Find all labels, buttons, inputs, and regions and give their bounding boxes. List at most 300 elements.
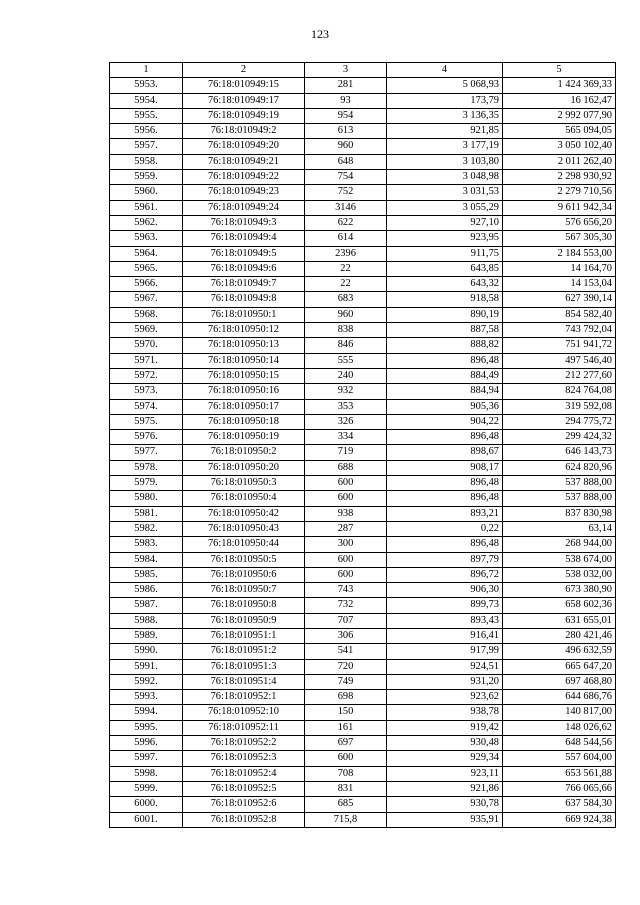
cadastral-number-cell: 76:18:010949:21 — [183, 154, 305, 169]
row-number-cell: 5995. — [110, 720, 183, 735]
row-number-cell: 5980. — [110, 491, 183, 506]
row-number-cell: 5970. — [110, 338, 183, 353]
specific-value-cell: 884,49 — [387, 368, 503, 383]
row-number-cell: 5955. — [110, 108, 183, 123]
table-row — [110, 476, 616, 491]
table-row — [110, 506, 616, 521]
cadastral-number-cell: 76:18:010949:7 — [183, 277, 305, 292]
cadastral-number-cell: 76:18:010950:19 — [183, 430, 305, 445]
row-number-cell: 5961. — [110, 200, 183, 215]
cadastral-number-cell: 76:18:010950:44 — [183, 537, 305, 552]
table-row — [110, 628, 616, 643]
table-row — [110, 338, 616, 353]
area-cell: 555 — [305, 353, 387, 368]
cadastral-number-cell: 76:18:010949:23 — [183, 185, 305, 200]
cadastral-value-cell: 538 032,00 — [503, 567, 616, 582]
cadastral-number-cell: 76:18:010949:5 — [183, 246, 305, 261]
specific-value-cell: 893,43 — [387, 613, 503, 628]
cadastral-value-cell: 294 775,72 — [503, 414, 616, 429]
specific-value-cell: 896,72 — [387, 567, 503, 582]
cadastral-value-cell: 63,14 — [503, 521, 616, 536]
specific-value-cell: 3 103,80 — [387, 154, 503, 169]
table-row — [110, 736, 616, 751]
cadastral-value-cell: 9 611 942,34 — [503, 200, 616, 215]
cadastral-value-cell: 637 584,30 — [503, 797, 616, 812]
specific-value-cell: 916,41 — [387, 628, 503, 643]
specific-value-cell: 923,62 — [387, 690, 503, 705]
row-number-cell: 5957. — [110, 139, 183, 154]
specific-value-cell: 887,58 — [387, 323, 503, 338]
cadastral-number-cell: 76:18:010951:1 — [183, 628, 305, 643]
row-number-cell: 5967. — [110, 292, 183, 307]
cadastral-value-cell: 697 468,80 — [503, 674, 616, 689]
row-number-cell: 6001. — [110, 812, 183, 827]
table-header — [110, 63, 616, 78]
area-cell: 306 — [305, 628, 387, 643]
area-cell: 300 — [305, 537, 387, 552]
table-row — [110, 812, 616, 827]
cadastral-number-cell: 76:18:010950:2 — [183, 445, 305, 460]
table-row — [110, 323, 616, 338]
cadastral-number-cell: 76:18:010951:3 — [183, 659, 305, 674]
cadastral-value-cell: 212 277,60 — [503, 368, 616, 383]
specific-value-cell: 896,48 — [387, 430, 503, 445]
area-cell: 353 — [305, 399, 387, 414]
row-number-cell: 5994. — [110, 705, 183, 720]
table-row — [110, 93, 616, 108]
cadastral-value-cell: 624 820,96 — [503, 460, 616, 475]
cadastral-value-cell: 557 604,00 — [503, 751, 616, 766]
column-number-row — [110, 63, 616, 78]
cadastral-value-cell: 16 162,47 — [503, 93, 616, 108]
specific-value-cell: 930,78 — [387, 797, 503, 812]
row-number-cell: 5979. — [110, 476, 183, 491]
cadastral-number-cell: 76:18:010950:15 — [183, 368, 305, 383]
row-number-cell: 5976. — [110, 430, 183, 445]
area-cell: 334 — [305, 430, 387, 445]
cadastral-number-cell: 76:18:010950:13 — [183, 338, 305, 353]
cadastral-value-cell: 319 592,08 — [503, 399, 616, 414]
cadastral-number-cell: 76:18:010949:15 — [183, 78, 305, 93]
row-number-cell: 5962. — [110, 215, 183, 230]
specific-value-cell: 905,36 — [387, 399, 503, 414]
specific-value-cell: 3 136,35 — [387, 108, 503, 123]
specific-value-cell: 890,19 — [387, 307, 503, 322]
specific-value-cell: 923,95 — [387, 231, 503, 246]
area-cell: 715,8 — [305, 812, 387, 827]
row-number-cell: 5988. — [110, 613, 183, 628]
area-cell: 600 — [305, 567, 387, 582]
row-number-cell: 5959. — [110, 170, 183, 185]
area-cell: 600 — [305, 491, 387, 506]
area-cell: 698 — [305, 690, 387, 705]
area-cell: 707 — [305, 613, 387, 628]
specific-value-cell: 931,20 — [387, 674, 503, 689]
cadastral-number-cell: 76:18:010951:4 — [183, 674, 305, 689]
area-cell: 743 — [305, 583, 387, 598]
row-number-cell: 5983. — [110, 537, 183, 552]
area-cell: 732 — [305, 598, 387, 613]
cadastral-value-cell: 751 941,72 — [503, 338, 616, 353]
cadastral-number-cell: 76:18:010952:4 — [183, 766, 305, 781]
table-row — [110, 231, 616, 246]
cadastral-value-cell: 280 421,46 — [503, 628, 616, 643]
cadastral-number-cell: 76:18:010950:17 — [183, 399, 305, 414]
row-number-cell: 5991. — [110, 659, 183, 674]
cadastral-value-cell: 2 011 262,40 — [503, 154, 616, 169]
area-cell: 622 — [305, 215, 387, 230]
area-cell: 614 — [305, 231, 387, 246]
area-cell: 600 — [305, 476, 387, 491]
area-cell: 708 — [305, 766, 387, 781]
table-row — [110, 200, 616, 215]
table-row — [110, 430, 616, 445]
row-number-cell: 5982. — [110, 521, 183, 536]
area-cell: 719 — [305, 445, 387, 460]
row-number-cell: 5986. — [110, 583, 183, 598]
row-number-cell: 5965. — [110, 261, 183, 276]
specific-value-cell: 906,30 — [387, 583, 503, 598]
specific-value-cell: 919,42 — [387, 720, 503, 735]
specific-value-cell: 935,91 — [387, 812, 503, 827]
cadastral-number-cell: 76:18:010950:16 — [183, 384, 305, 399]
cadastral-value-cell: 140 817,00 — [503, 705, 616, 720]
area-cell: 960 — [305, 307, 387, 322]
cadastral-value-cell: 646 143,73 — [503, 445, 616, 460]
cadastral-number-cell: 76:18:010949:24 — [183, 200, 305, 215]
specific-value-cell: 643,32 — [387, 277, 503, 292]
cadastral-value-table — [109, 62, 616, 828]
table-row — [110, 797, 616, 812]
cadastral-value-cell: 653 561,88 — [503, 766, 616, 781]
cadastral-number-cell: 76:18:010949:20 — [183, 139, 305, 154]
row-number-cell: 6000. — [110, 797, 183, 812]
area-cell: 688 — [305, 460, 387, 475]
area-cell: 683 — [305, 292, 387, 307]
cadastral-number-cell: 76:18:010950:43 — [183, 521, 305, 536]
area-cell: 93 — [305, 93, 387, 108]
area-cell: 600 — [305, 751, 387, 766]
specific-value-cell: 3 031,53 — [387, 185, 503, 200]
cadastral-value-cell: 14 153,04 — [503, 277, 616, 292]
column-header-5: 5 — [503, 63, 616, 78]
cadastral-value-cell: 496 632,59 — [503, 644, 616, 659]
area-cell: 22 — [305, 261, 387, 276]
cadastral-number-cell: 76:18:010949:19 — [183, 108, 305, 123]
table-row — [110, 399, 616, 414]
row-number-cell: 5987. — [110, 598, 183, 613]
cadastral-value-cell: 824 764,08 — [503, 384, 616, 399]
specific-value-cell: 896,48 — [387, 476, 503, 491]
row-number-cell: 5958. — [110, 154, 183, 169]
table-row — [110, 215, 616, 230]
area-cell: 541 — [305, 644, 387, 659]
cadastral-number-cell: 76:18:010950:5 — [183, 552, 305, 567]
specific-value-cell: 884,94 — [387, 384, 503, 399]
cadastral-value-cell: 537 888,00 — [503, 476, 616, 491]
row-number-cell: 5964. — [110, 246, 183, 261]
area-cell: 954 — [305, 108, 387, 123]
specific-value-cell: 929,34 — [387, 751, 503, 766]
specific-value-cell: 938,78 — [387, 705, 503, 720]
specific-value-cell: 930,48 — [387, 736, 503, 751]
row-number-cell: 5969. — [110, 323, 183, 338]
cadastral-value-cell: 665 647,20 — [503, 659, 616, 674]
cadastral-number-cell: 76:18:010949:22 — [183, 170, 305, 185]
cadastral-number-cell: 76:18:010949:4 — [183, 231, 305, 246]
area-cell: 150 — [305, 705, 387, 720]
specific-value-cell: 3 048,98 — [387, 170, 503, 185]
cadastral-value-cell: 673 380,90 — [503, 583, 616, 598]
cadastral-value-cell: 1 424 369,33 — [503, 78, 616, 93]
row-number-cell: 5998. — [110, 766, 183, 781]
cadastral-value-cell: 644 686,76 — [503, 690, 616, 705]
cadastral-number-cell: 76:18:010952:1 — [183, 690, 305, 705]
cadastral-number-cell: 76:18:010949:8 — [183, 292, 305, 307]
table-row — [110, 261, 616, 276]
cadastral-value-cell: 567 305,30 — [503, 231, 616, 246]
table-row — [110, 307, 616, 322]
table-row — [110, 277, 616, 292]
cadastral-number-cell: 76:18:010952:11 — [183, 720, 305, 735]
table-row — [110, 690, 616, 705]
column-header-3: 3 — [305, 63, 387, 78]
cadastral-value-cell: 538 674,00 — [503, 552, 616, 567]
table-row — [110, 781, 616, 796]
specific-value-cell: 5 068,93 — [387, 78, 503, 93]
row-number-cell: 5997. — [110, 751, 183, 766]
cadastral-value-cell: 837 830,98 — [503, 506, 616, 521]
table-row — [110, 368, 616, 383]
area-cell: 22 — [305, 277, 387, 292]
specific-value-cell: 923,11 — [387, 766, 503, 781]
cadastral-number-cell: 76:18:010949:6 — [183, 261, 305, 276]
cadastral-number-cell: 76:18:010952:5 — [183, 781, 305, 796]
row-number-cell: 5954. — [110, 93, 183, 108]
cadastral-number-cell: 76:18:010952:10 — [183, 705, 305, 720]
row-number-cell: 5973. — [110, 384, 183, 399]
cadastral-number-cell: 76:18:010950:8 — [183, 598, 305, 613]
table-row — [110, 246, 616, 261]
cadastral-value-cell: 2 279 710,56 — [503, 185, 616, 200]
table-row — [110, 292, 616, 307]
area-cell: 749 — [305, 674, 387, 689]
cadastral-value-cell: 631 655,01 — [503, 613, 616, 628]
row-number-cell: 5989. — [110, 628, 183, 643]
table-row — [110, 705, 616, 720]
table-row — [110, 613, 616, 628]
area-cell: 720 — [305, 659, 387, 674]
row-number-cell: 5996. — [110, 736, 183, 751]
table-row — [110, 384, 616, 399]
row-number-cell: 5974. — [110, 399, 183, 414]
page-number: 123 — [311, 27, 329, 41]
cadastral-value-cell: 299 424,32 — [503, 430, 616, 445]
table-row — [110, 567, 616, 582]
cadastral-value-cell: 565 094,05 — [503, 124, 616, 139]
table-row — [110, 598, 616, 613]
row-number-cell: 5953. — [110, 78, 183, 93]
area-cell: 287 — [305, 521, 387, 536]
specific-value-cell: 897,79 — [387, 552, 503, 567]
table-row — [110, 139, 616, 154]
cadastral-value-cell: 14 164,70 — [503, 261, 616, 276]
row-number-cell: 5985. — [110, 567, 183, 582]
cadastral-value-cell: 268 944,00 — [503, 537, 616, 552]
specific-value-cell: 896,48 — [387, 353, 503, 368]
cadastral-value-cell: 658 602,36 — [503, 598, 616, 613]
specific-value-cell: 3 055,29 — [387, 200, 503, 215]
table-row — [110, 124, 616, 139]
table-row — [110, 751, 616, 766]
table-row — [110, 491, 616, 506]
specific-value-cell: 918,58 — [387, 292, 503, 307]
row-number-cell: 5972. — [110, 368, 183, 383]
table-row — [110, 460, 616, 475]
table-row — [110, 644, 616, 659]
cadastral-number-cell: 76:18:010949:17 — [183, 93, 305, 108]
row-number-cell: 5960. — [110, 185, 183, 200]
cadastral-number-cell: 76:18:010952:8 — [183, 812, 305, 827]
area-cell: 754 — [305, 170, 387, 185]
specific-value-cell: 888,82 — [387, 338, 503, 353]
specific-value-cell: 3 177,19 — [387, 139, 503, 154]
row-number-cell: 5975. — [110, 414, 183, 429]
area-cell: 831 — [305, 781, 387, 796]
table-row — [110, 537, 616, 552]
cadastral-number-cell: 76:18:010950:42 — [183, 506, 305, 521]
specific-value-cell: 0,22 — [387, 521, 503, 536]
row-number-cell: 5966. — [110, 277, 183, 292]
specific-value-cell: 893,21 — [387, 506, 503, 521]
area-cell: 685 — [305, 797, 387, 812]
table-row — [110, 674, 616, 689]
cadastral-value-cell: 648 544,56 — [503, 736, 616, 751]
specific-value-cell: 917,99 — [387, 644, 503, 659]
row-number-cell: 5984. — [110, 552, 183, 567]
table-row — [110, 353, 616, 368]
specific-value-cell: 927,10 — [387, 215, 503, 230]
row-number-cell: 5981. — [110, 506, 183, 521]
area-cell: 281 — [305, 78, 387, 93]
table-row — [110, 583, 616, 598]
cadastral-value-cell: 3 050 102,40 — [503, 139, 616, 154]
area-cell: 838 — [305, 323, 387, 338]
cadastral-number-cell: 76:18:010950:12 — [183, 323, 305, 338]
table-row — [110, 185, 616, 200]
column-header-4: 4 — [387, 63, 503, 78]
cadastral-value-cell: 2 184 553,00 — [503, 246, 616, 261]
row-number-cell: 5990. — [110, 644, 183, 659]
cadastral-value-cell: 766 065,66 — [503, 781, 616, 796]
cadastral-value-cell: 627 390,14 — [503, 292, 616, 307]
cadastral-number-cell: 76:18:010949:2 — [183, 124, 305, 139]
table-row — [110, 414, 616, 429]
specific-value-cell: 173,79 — [387, 93, 503, 108]
cadastral-value-cell: 576 656,20 — [503, 215, 616, 230]
cadastral-value-cell: 2 298 930,92 — [503, 170, 616, 185]
cadastral-value-cell: 537 888,00 — [503, 491, 616, 506]
cadastral-number-cell: 76:18:010950:3 — [183, 476, 305, 491]
cadastral-number-cell: 76:18:010950:14 — [183, 353, 305, 368]
specific-value-cell: 921,85 — [387, 124, 503, 139]
row-number-cell: 5977. — [110, 445, 183, 460]
table-row — [110, 108, 616, 123]
cadastral-value-cell: 2 992 077,90 — [503, 108, 616, 123]
cadastral-number-cell: 76:18:010950:18 — [183, 414, 305, 429]
area-cell: 752 — [305, 185, 387, 200]
area-cell: 326 — [305, 414, 387, 429]
area-cell: 932 — [305, 384, 387, 399]
cadastral-number-cell: 76:18:010952:6 — [183, 797, 305, 812]
specific-value-cell: 911,75 — [387, 246, 503, 261]
specific-value-cell: 643,85 — [387, 261, 503, 276]
row-number-cell: 5956. — [110, 124, 183, 139]
area-cell: 3146 — [305, 200, 387, 215]
table-row — [110, 170, 616, 185]
table-row — [110, 552, 616, 567]
cadastral-number-cell: 76:18:010950:1 — [183, 307, 305, 322]
table-row — [110, 445, 616, 460]
table-row — [110, 521, 616, 536]
area-cell: 648 — [305, 154, 387, 169]
area-cell: 960 — [305, 139, 387, 154]
area-cell: 938 — [305, 506, 387, 521]
cadastral-value-cell: 148 026,62 — [503, 720, 616, 735]
cadastral-number-cell: 76:18:010950:4 — [183, 491, 305, 506]
row-number-cell: 5999. — [110, 781, 183, 796]
row-number-cell: 5993. — [110, 690, 183, 705]
specific-value-cell: 921,86 — [387, 781, 503, 796]
area-cell: 697 — [305, 736, 387, 751]
cadastral-number-cell: 76:18:010952:2 — [183, 736, 305, 751]
table-row — [110, 659, 616, 674]
row-number-cell: 5992. — [110, 674, 183, 689]
specific-value-cell: 904,22 — [387, 414, 503, 429]
cadastral-value-cell: 743 792,04 — [503, 323, 616, 338]
specific-value-cell: 898,67 — [387, 445, 503, 460]
row-number-cell: 5971. — [110, 353, 183, 368]
cadastral-value-cell: 669 924,38 — [503, 812, 616, 827]
table-row — [110, 720, 616, 735]
area-cell: 846 — [305, 338, 387, 353]
specific-value-cell: 896,48 — [387, 537, 503, 552]
column-header-1: 1 — [110, 63, 183, 78]
specific-value-cell: 924,51 — [387, 659, 503, 674]
area-cell: 613 — [305, 124, 387, 139]
row-number-cell: 5968. — [110, 307, 183, 322]
area-cell: 2396 — [305, 246, 387, 261]
area-cell: 161 — [305, 720, 387, 735]
cadastral-number-cell: 76:18:010949:3 — [183, 215, 305, 230]
table-row — [110, 78, 616, 93]
cadastral-number-cell: 76:18:010950:20 — [183, 460, 305, 475]
specific-value-cell: 896,48 — [387, 491, 503, 506]
row-number-cell: 5978. — [110, 460, 183, 475]
cadastral-value-cell: 854 582,40 — [503, 307, 616, 322]
table-body — [110, 78, 616, 828]
cadastral-value-cell: 497 546,40 — [503, 353, 616, 368]
cadastral-number-cell: 76:18:010950:6 — [183, 567, 305, 582]
area-cell: 600 — [305, 552, 387, 567]
table-row — [110, 154, 616, 169]
table-row — [110, 766, 616, 781]
cadastral-number-cell: 76:18:010952:3 — [183, 751, 305, 766]
cadastral-number-cell: 76:18:010950:7 — [183, 583, 305, 598]
column-header-2: 2 — [183, 63, 305, 78]
cadastral-number-cell: 76:18:010950:9 — [183, 613, 305, 628]
area-cell: 240 — [305, 368, 387, 383]
